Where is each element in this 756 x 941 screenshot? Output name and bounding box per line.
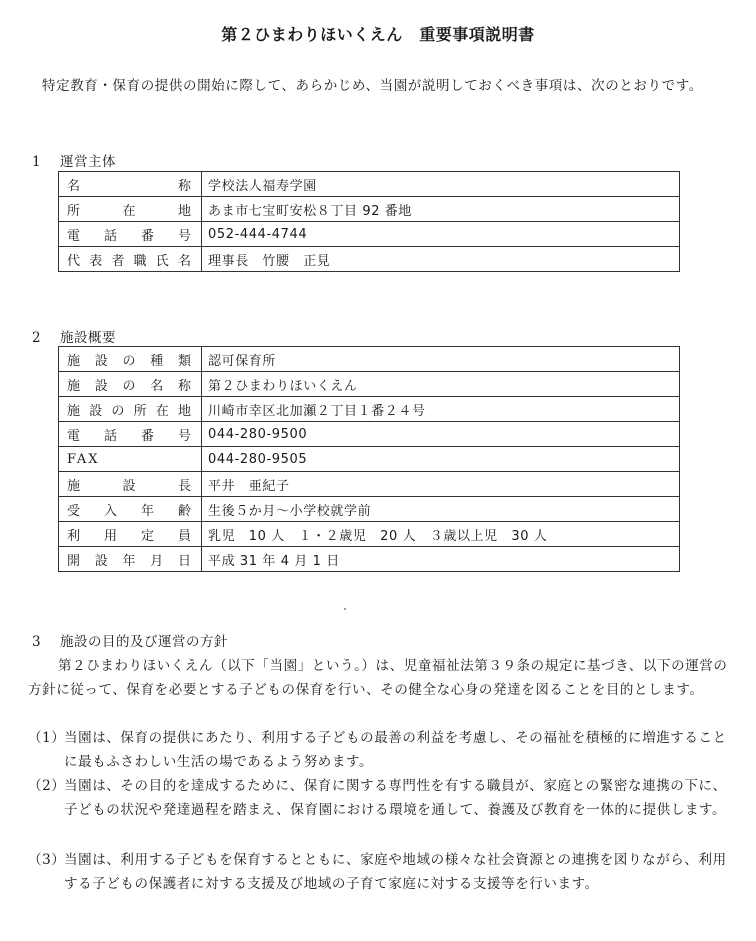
row-value: あま市七宝町安松８丁目 92 番地 [202, 197, 680, 222]
table-row [59, 447, 680, 472]
row-value: 乳児 10 人 １・２歳児 20 人 ３歳以上児 30 人 [202, 522, 680, 547]
table-row [59, 222, 680, 247]
item-text: 当園は、その目的を達成するために、保育に関する専門性を有する職員が、家庭との緊密な連携の下に、子どもの状況や発達過程を踏まえ、保育園における環境を通して、養護及び教育を一体的に提供します。 [64, 778, 727, 818]
section-number: 1 [32, 154, 42, 170]
row-value: 学校法人福寿学園 [202, 172, 680, 197]
row-value: 川崎市幸区北加瀬２丁目１番２４号 [202, 397, 680, 422]
section-3-heading [32, 630, 228, 650]
item-marker: （2） [28, 778, 66, 794]
row-label: 施設の種類 [59, 347, 202, 372]
row-label: 利用定員 [59, 522, 202, 547]
section-title: 運営主体 [60, 154, 116, 170]
row-label: 電話番号 [59, 222, 202, 247]
policy-item-3 [28, 848, 728, 896]
row-label: FAX [59, 447, 202, 472]
row-label: 開設年月日 [59, 547, 202, 572]
table-row [59, 397, 680, 422]
policy-item-2 [28, 774, 728, 822]
row-label: 電話番号 [59, 422, 202, 447]
row-label: 施設の名称 [59, 372, 202, 397]
intro-paragraph: 特定教育・保育の提供の開始に際して、あらかじめ、当園が説明しておくべき事項は、次のとおりです。 [42, 78, 703, 94]
row-value: 理事長 竹腰 正見 [202, 247, 680, 272]
table-row [59, 372, 680, 397]
row-value: 認可保育所 [202, 347, 680, 372]
operator-table [58, 171, 680, 272]
table-row [59, 197, 680, 222]
row-value: 044-280-9505 [202, 447, 680, 472]
item-marker: （1） [28, 730, 66, 746]
table-row [59, 172, 680, 197]
table-row [59, 497, 680, 522]
document-title: 第２ひまわりほいくえん 重要事項説明書 [221, 25, 535, 44]
row-value: 052-444-4744 [202, 222, 680, 247]
row-label: 施設の所在地 [59, 397, 202, 422]
row-label: 代表者職氏名 [59, 247, 202, 272]
section-2-heading [32, 326, 116, 346]
row-label: 名称 [59, 172, 202, 197]
row-value: 第２ひまわりほいくえん [202, 372, 680, 397]
table-row [59, 547, 680, 572]
row-value: 平成 31 年 4 月 1 日 [202, 547, 680, 572]
table-row [59, 347, 680, 372]
item-text: 当園は、保育の提供にあたり、利用する子どもの最善の利益を考慮し、その福祉を積極的に増進することに最もふさわしい生活の場であるよう努めます。 [64, 730, 727, 770]
row-value: 平井 亜紀子 [202, 472, 680, 497]
table-row [59, 472, 680, 497]
table-row [59, 247, 680, 272]
section-number: 2 [32, 330, 42, 346]
facility-table [58, 346, 680, 572]
item-text: 当園は、利用する子どもを保育するとともに、家庭や地域の様々な社会資源との連携を図りながら、利用する子どもの保護者に対する支援及び地域の子育て家庭に対する支援等を行います。 [64, 852, 727, 892]
row-value: 044-280-9500 [202, 422, 680, 447]
section-number: 3 [32, 634, 42, 650]
table-row [59, 422, 680, 447]
purpose-paragraph: 第２ひまわりほいくえん（以下「当園」という。）は、児童福祉法第３９条の規定に基づき、以下の運営の方針に従って、保育を必要とする子どもの保育を行い、その健全な心身の発達を図ることを目的とします。 [28, 658, 728, 698]
item-marker: （3） [28, 852, 66, 868]
policy-item-1 [28, 726, 728, 774]
scan-speck [344, 608, 346, 610]
section-title: 施設の目的及び運営の方針 [60, 634, 228, 650]
section-title: 施設概要 [60, 330, 116, 346]
table-row [59, 522, 680, 547]
row-label: 施設長 [59, 472, 202, 497]
row-label: 受入年齢 [59, 497, 202, 522]
row-value: 生後５か月～小学校就学前 [202, 497, 680, 522]
section-1-heading [32, 150, 116, 170]
row-label: 所在地 [59, 197, 202, 222]
